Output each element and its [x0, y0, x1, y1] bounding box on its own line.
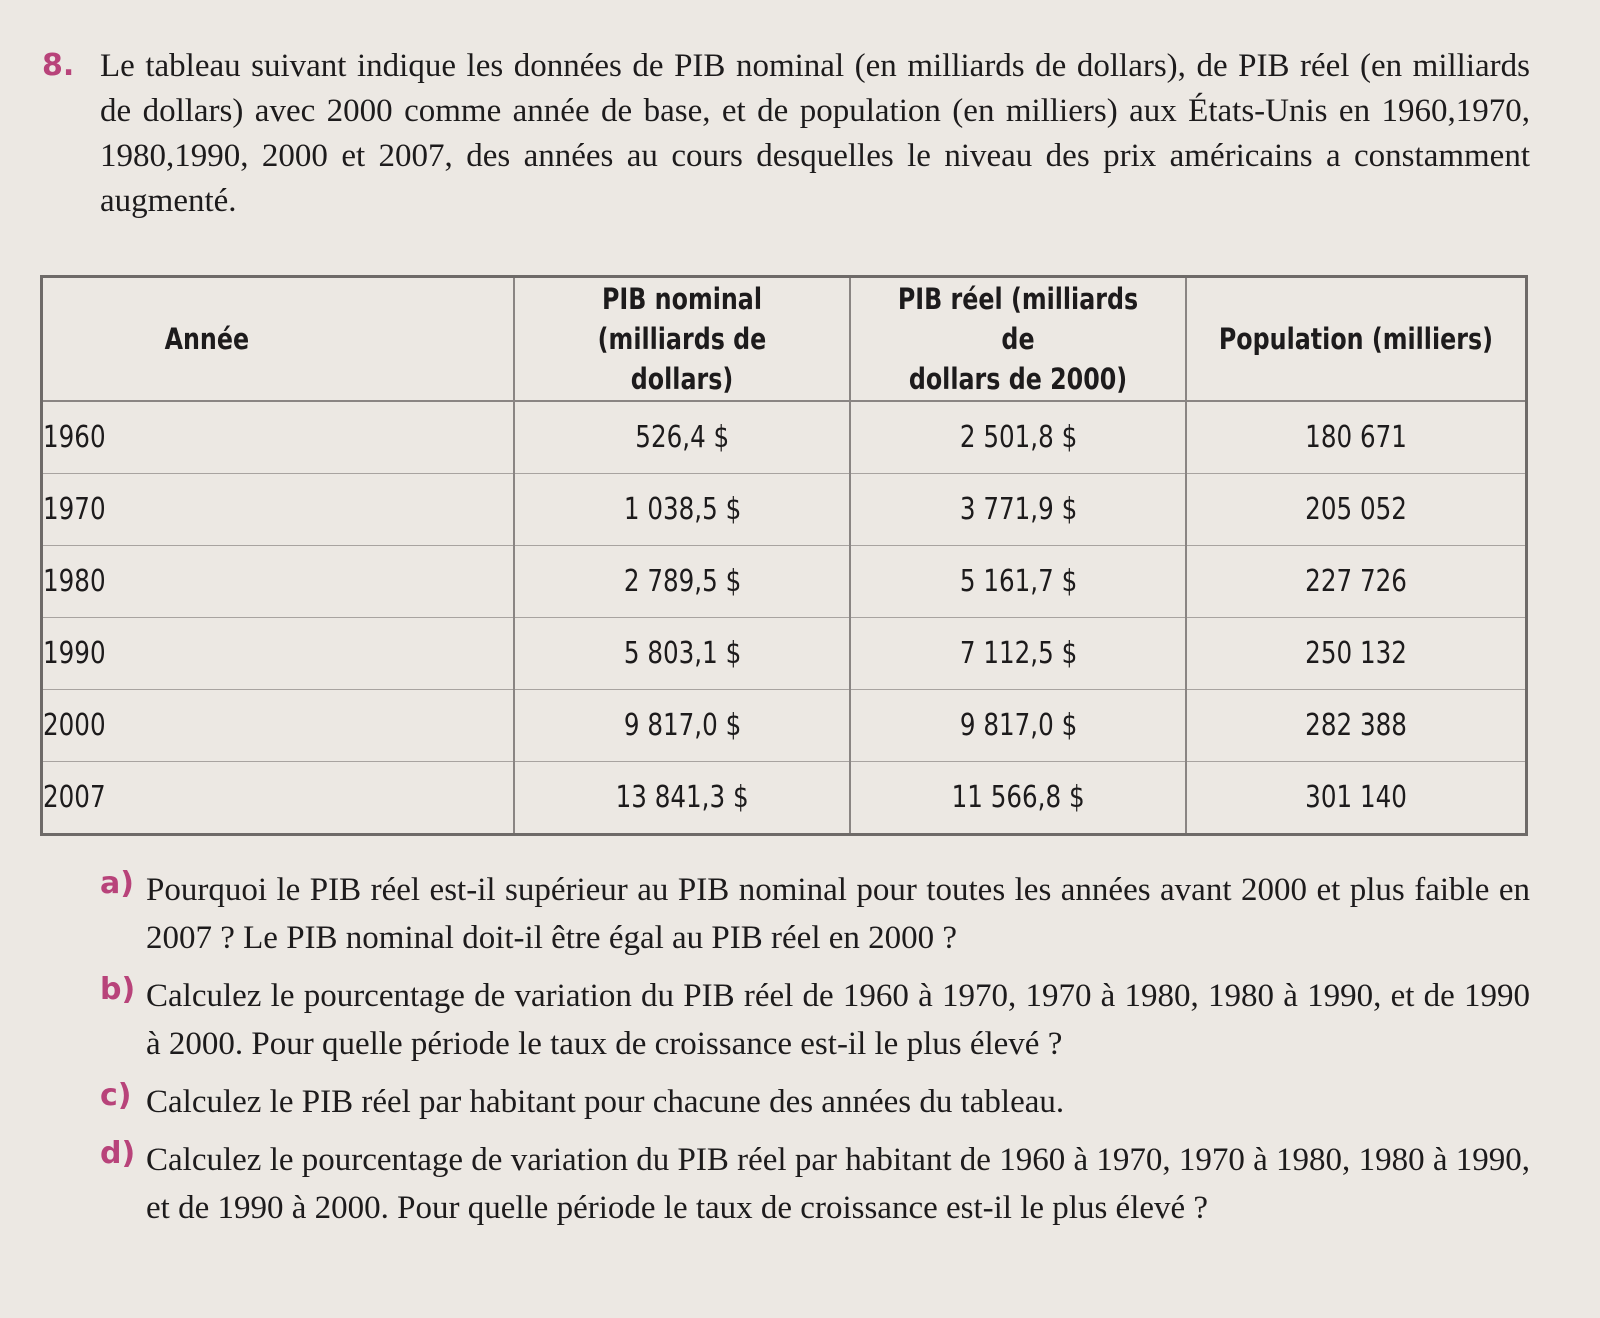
question-letter: d)	[100, 1136, 136, 1171]
cell-nominal: 1 038,5 $	[514, 474, 850, 546]
question-letter: b)	[100, 972, 136, 1007]
table-row	[42, 401, 1527, 474]
question-d	[100, 1136, 1530, 1232]
table-header-row	[42, 277, 1527, 402]
cell-population: 180 671	[1186, 401, 1526, 474]
cell-nominal: 13 841,3 $	[514, 762, 850, 835]
cell-year: 1960	[42, 401, 515, 474]
question-c	[100, 1078, 1530, 1126]
cell-real: 11 566,8 $	[850, 762, 1186, 835]
table-row	[42, 762, 1527, 835]
cell-real: 7 112,5 $	[850, 618, 1186, 690]
question-letter: a)	[100, 866, 134, 901]
cell-year: 1980	[42, 546, 515, 618]
question-b	[100, 972, 1530, 1068]
cell-nominal: 2 789,5 $	[514, 546, 850, 618]
cell-year: 2000	[42, 690, 515, 762]
cell-year: 1990	[42, 618, 515, 690]
cell-real: 3 771,9 $	[850, 474, 1186, 546]
cell-population: 282 388	[1186, 690, 1526, 762]
cell-year: 1970	[42, 474, 515, 546]
table-row	[42, 546, 1527, 618]
table-row	[42, 690, 1527, 762]
header-year: Année	[42, 277, 430, 402]
header-real: PIB réel (milliards de dollars de 2000)	[880, 277, 1156, 402]
exercise-intro: Le tableau suivant indique les données de PIB nominal (en milliards de dollars), de PIB réel (en milliards de dollars) avec 2000 comme année de base, et de population (en milliers) aux États-Unis en 1960,1970, 1980,1990, 2000 et 2007, des années au cours desquelles le niveau des prix américains a constamment augmenté.	[100, 48, 1530, 219]
question-text: Pourquoi le PIB réel est-il supérieur au PIB nominal pour toutes les années avant 2000 et plus faible en 2007 ? Le PIB nominal doit-il être égal au PIB réel en 2000 ?	[146, 872, 1530, 956]
cell-nominal: 526,4 $	[514, 401, 850, 474]
gdp-table	[40, 275, 1528, 836]
header-population: Population (milliers)	[1217, 277, 1496, 402]
table-row	[42, 618, 1527, 690]
exercise-number: 8.	[42, 48, 75, 83]
question-a	[100, 866, 1530, 962]
cell-real: 5 161,7 $	[850, 546, 1186, 618]
cell-population: 250 132	[1186, 618, 1526, 690]
question-text: Calculez le pourcentage de variation du PIB réel par habitant de 1960 à 1970, 1970 à 1980, 1980 à 1990, et de 1990 à 2000. Pour quelle période le taux de croissance est-il le plus élevé ?	[146, 1142, 1530, 1226]
cell-real: 9 817,0 $	[850, 690, 1186, 762]
question-letter: c)	[100, 1078, 132, 1113]
question-text: Calculez le PIB réel par habitant pour chacune des années du tableau.	[146, 1084, 1065, 1120]
cell-population: 301 140	[1305, 780, 1407, 815]
cell-nominal: 5 803,1 $	[514, 618, 850, 690]
header-nominal: PIB nominal (milliards de dollars)	[544, 277, 820, 402]
table-row	[42, 474, 1527, 546]
question-text: Calculez le pourcentage de variation du PIB réel de 1960 à 1970, 1970 à 1980, 1980 à 1990, et de 1990 à 2000. Pour quelle période le taux de croissance est-il le plus élevé ?	[146, 978, 1530, 1062]
cell-year: 2007	[42, 762, 515, 835]
cell-population: 205 052	[1186, 474, 1526, 546]
cell-real: 2 501,8 $	[850, 401, 1186, 474]
cell-population: 227 726	[1186, 546, 1526, 618]
cell-nominal: 9 817,0 $	[514, 690, 850, 762]
